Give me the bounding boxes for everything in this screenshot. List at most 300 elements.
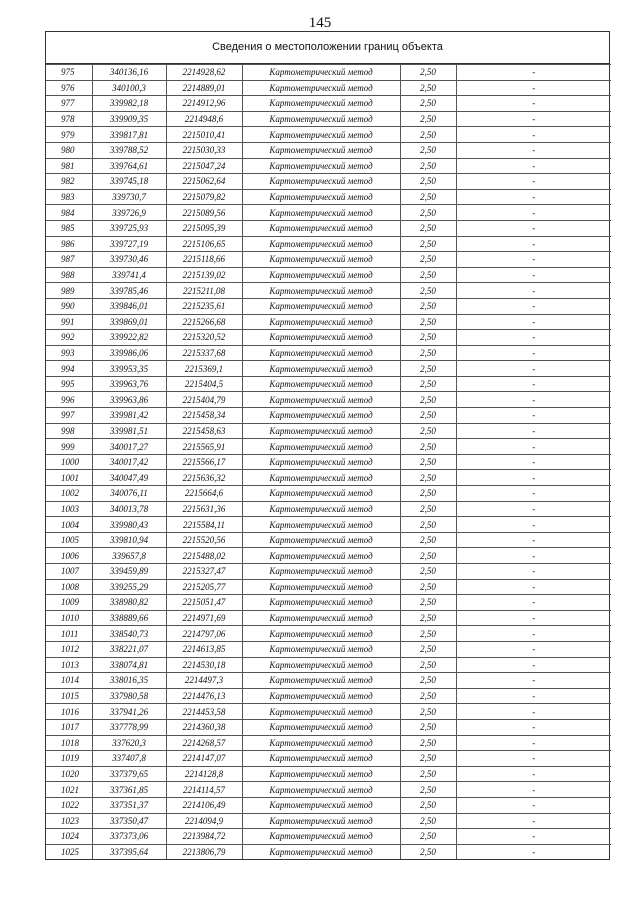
point-number-cell: 991: [46, 314, 92, 330]
description-cell: -: [456, 283, 611, 299]
accuracy-cell: 2,50: [400, 252, 456, 268]
table-row: [46, 96, 611, 112]
y-coordinate-cell: 2215010,41: [166, 127, 242, 143]
description-cell: -: [456, 65, 611, 81]
description-cell: -: [456, 330, 611, 346]
accuracy-cell: 2,50: [400, 298, 456, 314]
y-coordinate-cell: 2215488,02: [166, 548, 242, 564]
x-coordinate-cell: 339726,9: [92, 205, 166, 221]
table-row: [46, 657, 611, 673]
method-cell: Картометрический метод: [242, 501, 400, 517]
table-row: [46, 283, 611, 299]
y-coordinate-cell: 2214128,8: [166, 766, 242, 782]
accuracy-cell: 2,50: [400, 486, 456, 502]
table-row: [46, 719, 611, 735]
accuracy-cell: 2,50: [400, 142, 456, 158]
sheet-title: Сведения о местоположении границ объекта: [46, 32, 609, 64]
accuracy-cell: 2,50: [400, 595, 456, 611]
description-cell: -: [456, 813, 611, 829]
x-coordinate-cell: 339986,06: [92, 345, 166, 361]
y-coordinate-cell: 2215584,11: [166, 517, 242, 533]
y-coordinate-cell: 2215095,39: [166, 220, 242, 236]
accuracy-cell: 2,50: [400, 376, 456, 392]
method-cell: Картометрический метод: [242, 751, 400, 767]
method-cell: Картометрический метод: [242, 174, 400, 190]
accuracy-cell: 2,50: [400, 439, 456, 455]
description-cell: -: [456, 470, 611, 486]
method-cell: Картометрический метод: [242, 96, 400, 112]
table-row: [46, 314, 611, 330]
table-row: [46, 65, 611, 81]
coordinates-sheet: [45, 31, 610, 860]
description-cell: -: [456, 829, 611, 845]
description-cell: -: [456, 766, 611, 782]
table-row: [46, 127, 611, 143]
accuracy-cell: 2,50: [400, 782, 456, 798]
table-row: [46, 423, 611, 439]
description-cell: -: [456, 174, 611, 190]
x-coordinate-cell: 339745,18: [92, 174, 166, 190]
table-row: [46, 813, 611, 829]
point-number-cell: 992: [46, 330, 92, 346]
x-coordinate-cell: 338980,82: [92, 595, 166, 611]
accuracy-cell: 2,50: [400, 735, 456, 751]
description-cell: -: [456, 80, 611, 96]
method-cell: Картометрический метод: [242, 704, 400, 720]
accuracy-cell: 2,50: [400, 392, 456, 408]
accuracy-cell: 2,50: [400, 314, 456, 330]
x-coordinate-cell: 338889,66: [92, 610, 166, 626]
table-row: [46, 220, 611, 236]
method-cell: Картометрический метод: [242, 127, 400, 143]
table-row: [46, 517, 611, 533]
table-row: [46, 189, 611, 205]
x-coordinate-cell: 339657,8: [92, 548, 166, 564]
accuracy-cell: 2,50: [400, 579, 456, 595]
method-cell: Картометрический метод: [242, 142, 400, 158]
method-cell: Картометрический метод: [242, 564, 400, 580]
y-coordinate-cell: 2215404,79: [166, 392, 242, 408]
description-cell: -: [456, 486, 611, 502]
method-cell: Картометрический метод: [242, 595, 400, 611]
point-number-cell: 995: [46, 376, 92, 392]
table-row: [46, 408, 611, 424]
method-cell: Картометрический метод: [242, 844, 400, 859]
description-cell: -: [456, 564, 611, 580]
x-coordinate-cell: 339817,81: [92, 127, 166, 143]
description-cell: -: [456, 501, 611, 517]
method-cell: Картометрический метод: [242, 517, 400, 533]
point-number-cell: 988: [46, 267, 92, 283]
point-number-cell: 1012: [46, 641, 92, 657]
method-cell: Картометрический метод: [242, 283, 400, 299]
table-row: [46, 486, 611, 502]
method-cell: Картометрический метод: [242, 610, 400, 626]
accuracy-cell: 2,50: [400, 719, 456, 735]
y-coordinate-cell: 2215458,34: [166, 408, 242, 424]
accuracy-cell: 2,50: [400, 65, 456, 81]
table-row: [46, 392, 611, 408]
method-cell: Картометрический метод: [242, 657, 400, 673]
accuracy-cell: 2,50: [400, 548, 456, 564]
y-coordinate-cell: 2215404,5: [166, 376, 242, 392]
point-number-cell: 986: [46, 236, 92, 252]
description-cell: -: [456, 189, 611, 205]
accuracy-cell: 2,50: [400, 673, 456, 689]
description-cell: -: [456, 673, 611, 689]
x-coordinate-cell: 339785,46: [92, 283, 166, 299]
point-number-cell: 984: [46, 205, 92, 221]
x-coordinate-cell: 339764,61: [92, 158, 166, 174]
point-number-cell: 983: [46, 189, 92, 205]
x-coordinate-cell: 339953,35: [92, 361, 166, 377]
y-coordinate-cell: 2215118,66: [166, 252, 242, 268]
description-cell: -: [456, 252, 611, 268]
method-cell: Картометрический метод: [242, 65, 400, 81]
accuracy-cell: 2,50: [400, 657, 456, 673]
table-row: [46, 252, 611, 268]
description-cell: -: [456, 517, 611, 533]
method-cell: Картометрический метод: [242, 158, 400, 174]
table-row: [46, 564, 611, 580]
point-number-cell: 999: [46, 439, 92, 455]
method-cell: Картометрический метод: [242, 408, 400, 424]
coordinates-table-body: [46, 65, 611, 860]
point-number-cell: 976: [46, 80, 92, 96]
x-coordinate-cell: 339459,89: [92, 564, 166, 580]
method-cell: Картометрический метод: [242, 345, 400, 361]
accuracy-cell: 2,50: [400, 641, 456, 657]
description-cell: -: [456, 345, 611, 361]
description-cell: -: [456, 719, 611, 735]
point-number-cell: 1005: [46, 532, 92, 548]
point-number-cell: 1003: [46, 501, 92, 517]
y-coordinate-cell: 2214497,3: [166, 673, 242, 689]
x-coordinate-cell: 337361,85: [92, 782, 166, 798]
accuracy-cell: 2,50: [400, 532, 456, 548]
y-coordinate-cell: 2214360,38: [166, 719, 242, 735]
accuracy-cell: 2,50: [400, 517, 456, 533]
y-coordinate-cell: 2215565,91: [166, 439, 242, 455]
y-coordinate-cell: 2215337,68: [166, 345, 242, 361]
point-number-cell: 1001: [46, 470, 92, 486]
y-coordinate-cell: 2215062,64: [166, 174, 242, 190]
method-cell: Картометрический метод: [242, 392, 400, 408]
point-number-cell: 1004: [46, 517, 92, 533]
x-coordinate-cell: 339922,82: [92, 330, 166, 346]
accuracy-cell: 2,50: [400, 283, 456, 299]
description-cell: -: [456, 158, 611, 174]
description-cell: -: [456, 579, 611, 595]
point-number-cell: 981: [46, 158, 92, 174]
method-cell: Картометрический метод: [242, 782, 400, 798]
accuracy-cell: 2,50: [400, 844, 456, 859]
y-coordinate-cell: 2215458,63: [166, 423, 242, 439]
y-coordinate-cell: 2214106,49: [166, 797, 242, 813]
description-cell: -: [456, 267, 611, 283]
y-coordinate-cell: 2213806,79: [166, 844, 242, 859]
method-cell: Картометрический метод: [242, 579, 400, 595]
y-coordinate-cell: 2215089,56: [166, 205, 242, 221]
method-cell: Картометрический метод: [242, 298, 400, 314]
y-coordinate-cell: 2215636,32: [166, 470, 242, 486]
point-number-cell: 1002: [46, 486, 92, 502]
description-cell: -: [456, 782, 611, 798]
y-coordinate-cell: 2214613,85: [166, 641, 242, 657]
y-coordinate-cell: 2215205,77: [166, 579, 242, 595]
point-number-cell: 996: [46, 392, 92, 408]
description-cell: -: [456, 96, 611, 112]
point-number-cell: 987: [46, 252, 92, 268]
accuracy-cell: 2,50: [400, 236, 456, 252]
table-row: [46, 361, 611, 377]
accuracy-cell: 2,50: [400, 626, 456, 642]
x-coordinate-cell: 337351,37: [92, 797, 166, 813]
y-coordinate-cell: 2214971,69: [166, 610, 242, 626]
table-row: [46, 829, 611, 845]
x-coordinate-cell: 338074,81: [92, 657, 166, 673]
point-number-cell: 1025: [46, 844, 92, 859]
table-row: [46, 454, 611, 470]
description-cell: -: [456, 610, 611, 626]
x-coordinate-cell: 340013,78: [92, 501, 166, 517]
y-coordinate-cell: 2214476,13: [166, 688, 242, 704]
method-cell: Картометрический метод: [242, 189, 400, 205]
method-cell: Картометрический метод: [242, 439, 400, 455]
x-coordinate-cell: 339981,42: [92, 408, 166, 424]
description-cell: -: [456, 408, 611, 424]
accuracy-cell: 2,50: [400, 361, 456, 377]
y-coordinate-cell: 2215047,24: [166, 158, 242, 174]
accuracy-cell: 2,50: [400, 330, 456, 346]
accuracy-cell: 2,50: [400, 610, 456, 626]
point-number-cell: 982: [46, 174, 92, 190]
point-number-cell: 1020: [46, 766, 92, 782]
x-coordinate-cell: 339909,35: [92, 111, 166, 127]
page-number: 145: [308, 15, 332, 31]
table-row: [46, 470, 611, 486]
point-number-cell: 978: [46, 111, 92, 127]
point-number-cell: 980: [46, 142, 92, 158]
point-number-cell: 1013: [46, 657, 92, 673]
description-cell: -: [456, 844, 611, 859]
y-coordinate-cell: 2215211,08: [166, 283, 242, 299]
description-cell: -: [456, 236, 611, 252]
method-cell: Картометрический метод: [242, 532, 400, 548]
table-row: [46, 735, 611, 751]
x-coordinate-cell: 337373,06: [92, 829, 166, 845]
accuracy-cell: 2,50: [400, 766, 456, 782]
table-row: [46, 205, 611, 221]
table-row: [46, 782, 611, 798]
method-cell: Картометрический метод: [242, 486, 400, 502]
description-cell: -: [456, 111, 611, 127]
description-cell: -: [456, 361, 611, 377]
point-number-cell: 1018: [46, 735, 92, 751]
point-number-cell: 1021: [46, 782, 92, 798]
description-cell: -: [456, 532, 611, 548]
point-number-cell: 1006: [46, 548, 92, 564]
x-coordinate-cell: 339869,01: [92, 314, 166, 330]
x-coordinate-cell: 338221,07: [92, 641, 166, 657]
table-row: [46, 439, 611, 455]
point-number-cell: 989: [46, 283, 92, 299]
x-coordinate-cell: 339727,19: [92, 236, 166, 252]
accuracy-cell: 2,50: [400, 205, 456, 221]
x-coordinate-cell: 339725,93: [92, 220, 166, 236]
x-coordinate-cell: 340017,42: [92, 454, 166, 470]
description-cell: -: [456, 688, 611, 704]
x-coordinate-cell: 339980,43: [92, 517, 166, 533]
y-coordinate-cell: 2214889,01: [166, 80, 242, 96]
description-cell: -: [456, 127, 611, 143]
x-coordinate-cell: 339963,86: [92, 392, 166, 408]
point-number-cell: 1000: [46, 454, 92, 470]
point-number-cell: 1008: [46, 579, 92, 595]
x-coordinate-cell: 340076,11: [92, 486, 166, 502]
description-cell: -: [456, 142, 611, 158]
y-coordinate-cell: 2215235,61: [166, 298, 242, 314]
table-row: [46, 174, 611, 190]
y-coordinate-cell: 2215139,02: [166, 267, 242, 283]
accuracy-cell: 2,50: [400, 564, 456, 580]
x-coordinate-cell: 339810,94: [92, 532, 166, 548]
y-coordinate-cell: 2215327,47: [166, 564, 242, 580]
point-number-cell: 1007: [46, 564, 92, 580]
accuracy-cell: 2,50: [400, 127, 456, 143]
accuracy-cell: 2,50: [400, 751, 456, 767]
method-cell: Картометрический метод: [242, 376, 400, 392]
y-coordinate-cell: 2213984,72: [166, 829, 242, 845]
y-coordinate-cell: 2215266,68: [166, 314, 242, 330]
y-coordinate-cell: 2215631,36: [166, 501, 242, 517]
description-cell: -: [456, 376, 611, 392]
description-cell: -: [456, 751, 611, 767]
description-cell: -: [456, 548, 611, 564]
y-coordinate-cell: 2215664,6: [166, 486, 242, 502]
table-row: [46, 595, 611, 611]
x-coordinate-cell: 339963,76: [92, 376, 166, 392]
description-cell: -: [456, 392, 611, 408]
accuracy-cell: 2,50: [400, 797, 456, 813]
accuracy-cell: 2,50: [400, 423, 456, 439]
x-coordinate-cell: 339730,7: [92, 189, 166, 205]
y-coordinate-cell: 2215051,47: [166, 595, 242, 611]
table-row: [46, 111, 611, 127]
method-cell: Картометрический метод: [242, 361, 400, 377]
accuracy-cell: 2,50: [400, 96, 456, 112]
point-number-cell: 975: [46, 65, 92, 81]
y-coordinate-cell: 2214797,06: [166, 626, 242, 642]
method-cell: Картометрический метод: [242, 205, 400, 221]
point-number-cell: 990: [46, 298, 92, 314]
table-row: [46, 80, 611, 96]
accuracy-cell: 2,50: [400, 80, 456, 96]
x-coordinate-cell: 339788,52: [92, 142, 166, 158]
method-cell: Картометрический метод: [242, 220, 400, 236]
table-row: [46, 548, 611, 564]
x-coordinate-cell: 337620,3: [92, 735, 166, 751]
table-row: [46, 610, 611, 626]
description-cell: -: [456, 657, 611, 673]
table-row: [46, 626, 611, 642]
accuracy-cell: 2,50: [400, 408, 456, 424]
method-cell: Картометрический метод: [242, 111, 400, 127]
x-coordinate-cell: 337980,58: [92, 688, 166, 704]
method-cell: Картометрический метод: [242, 548, 400, 564]
method-cell: Картометрический метод: [242, 626, 400, 642]
table-row: [46, 641, 611, 657]
accuracy-cell: 2,50: [400, 111, 456, 127]
accuracy-cell: 2,50: [400, 688, 456, 704]
table-row: [46, 673, 611, 689]
x-coordinate-cell: 339730,46: [92, 252, 166, 268]
description-cell: -: [456, 439, 611, 455]
y-coordinate-cell: 2214928,62: [166, 65, 242, 81]
table-row: [46, 330, 611, 346]
point-number-cell: 1011: [46, 626, 92, 642]
description-cell: -: [456, 423, 611, 439]
method-cell: Картометрический метод: [242, 719, 400, 735]
accuracy-cell: 2,50: [400, 813, 456, 829]
accuracy-cell: 2,50: [400, 470, 456, 486]
y-coordinate-cell: 2214147,07: [166, 751, 242, 767]
x-coordinate-cell: 340017,27: [92, 439, 166, 455]
method-cell: Картометрический метод: [242, 797, 400, 813]
method-cell: Картометрический метод: [242, 641, 400, 657]
method-cell: Картометрический метод: [242, 267, 400, 283]
table-row: [46, 766, 611, 782]
point-number-cell: 1019: [46, 751, 92, 767]
table-row: [46, 704, 611, 720]
x-coordinate-cell: 339741,4: [92, 267, 166, 283]
x-coordinate-cell: 337395,64: [92, 844, 166, 859]
point-number-cell: 997: [46, 408, 92, 424]
table-row: [46, 376, 611, 392]
y-coordinate-cell: 2214453,58: [166, 704, 242, 720]
x-coordinate-cell: 338016,35: [92, 673, 166, 689]
table-row: [46, 298, 611, 314]
point-number-cell: 1022: [46, 797, 92, 813]
accuracy-cell: 2,50: [400, 345, 456, 361]
x-coordinate-cell: 340100,3: [92, 80, 166, 96]
description-cell: -: [456, 454, 611, 470]
table-row: [46, 532, 611, 548]
accuracy-cell: 2,50: [400, 829, 456, 845]
table-row: [46, 345, 611, 361]
table-row: [46, 844, 611, 859]
x-coordinate-cell: 339982,18: [92, 96, 166, 112]
method-cell: Картометрический метод: [242, 330, 400, 346]
point-number-cell: 1023: [46, 813, 92, 829]
accuracy-cell: 2,50: [400, 158, 456, 174]
x-coordinate-cell: 337350,47: [92, 813, 166, 829]
point-number-cell: 1014: [46, 673, 92, 689]
method-cell: Картометрический метод: [242, 80, 400, 96]
table-row: [46, 797, 611, 813]
point-number-cell: 998: [46, 423, 92, 439]
y-coordinate-cell: 2215030,33: [166, 142, 242, 158]
table-row: [46, 236, 611, 252]
x-coordinate-cell: 339255,29: [92, 579, 166, 595]
point-number-cell: 1016: [46, 704, 92, 720]
point-number-cell: 1017: [46, 719, 92, 735]
y-coordinate-cell: 2215369,1: [166, 361, 242, 377]
x-coordinate-cell: 339981,51: [92, 423, 166, 439]
table-row: [46, 751, 611, 767]
y-coordinate-cell: 2215320,52: [166, 330, 242, 346]
method-cell: Картометрический метод: [242, 470, 400, 486]
